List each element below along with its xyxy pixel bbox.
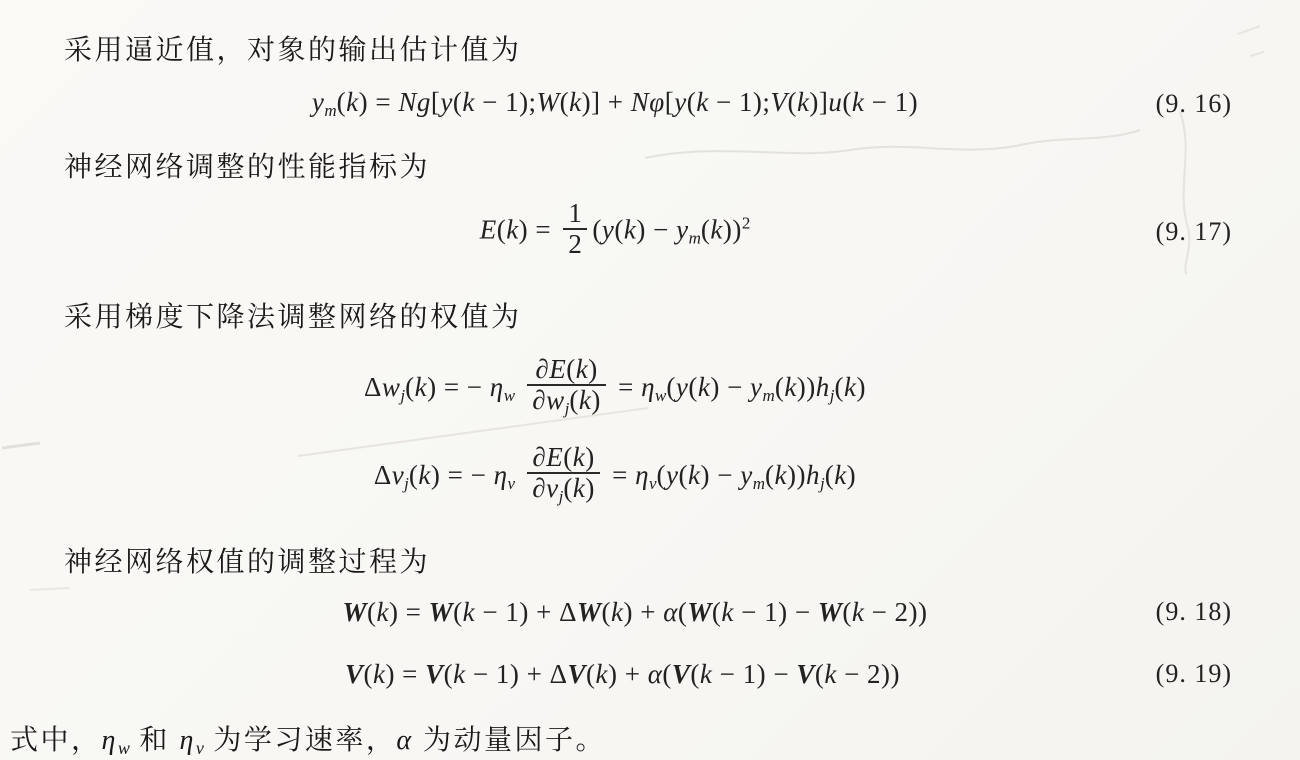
equation-9-18: [0, 588, 1300, 636]
equation-9-17-number: (9. 17): [1155, 217, 1232, 246]
equation-9-19-number: (9. 19): [1155, 659, 1232, 688]
equation-9-19-body: V(k) = V(k − 1) + ΔV(k) + α(V(k − 1) − V(k − 2)): [344, 658, 901, 689]
equation-delta-v-body: Δvj(k) = − ηv $\frac{\partial E(k)}{\partial vj(k)}$ = ηv(y(k) − ym(k))hj(k): [373, 442, 857, 507]
equation-9-18-number: (9. 18): [1155, 597, 1232, 626]
equation-delta-w-body: Δwj(k) = − ηw $\frac{\partial E(k)}{\partial wj(k)}$ = ηw(y(k) − ym(k))hj(k): [363, 354, 866, 419]
fraction: $\frac{\partial E(k)}{\partial wj(k)}$: [527, 355, 606, 419]
fraction: $\frac{1}{2}$: [563, 199, 587, 259]
equation-9-17: [0, 195, 1300, 269]
fraction: $\frac{\partial E(k)}{\partial vj(k)}$: [527, 443, 600, 507]
equation-9-16-number: (9. 16): [1155, 89, 1232, 118]
paragraph-gradient-descent-intro: 采用梯度下降法调整网络的权值为: [64, 302, 522, 333]
equation-9-16: [0, 80, 1300, 128]
equation-9-16-body: ym(k) = Ng[y(k − 1);W(k)] + Nφ[y(k − 1);V(k)]u(k − 1): [311, 87, 919, 120]
equation-9-19: [0, 650, 1300, 698]
equation-delta-v: [0, 441, 1300, 515]
equation-9-17-body: E(k) = $\frac{1}{2}$ $(y(k) - ym(k))^2$: [479, 197, 751, 259]
equation-delta-w: [0, 353, 1300, 427]
equation-9-18-body: W(k) = W(k − 1) + ΔW(k) + α(W(k − 1) − W(k − 2)): [342, 596, 928, 627]
paragraph-approximation-intro: 采用逼近值，对象的输出估计值为: [64, 35, 522, 66]
paragraph-performance-index-intro: 神经网络调整的性能指标为: [64, 152, 431, 183]
paragraph-symbol-definitions: 式中，ηw 和 ηv 为学习速率，α 为动量因子。: [10, 725, 607, 758]
paragraph-weight-update-intro: 神经网络权值的调整过程为: [64, 547, 431, 578]
